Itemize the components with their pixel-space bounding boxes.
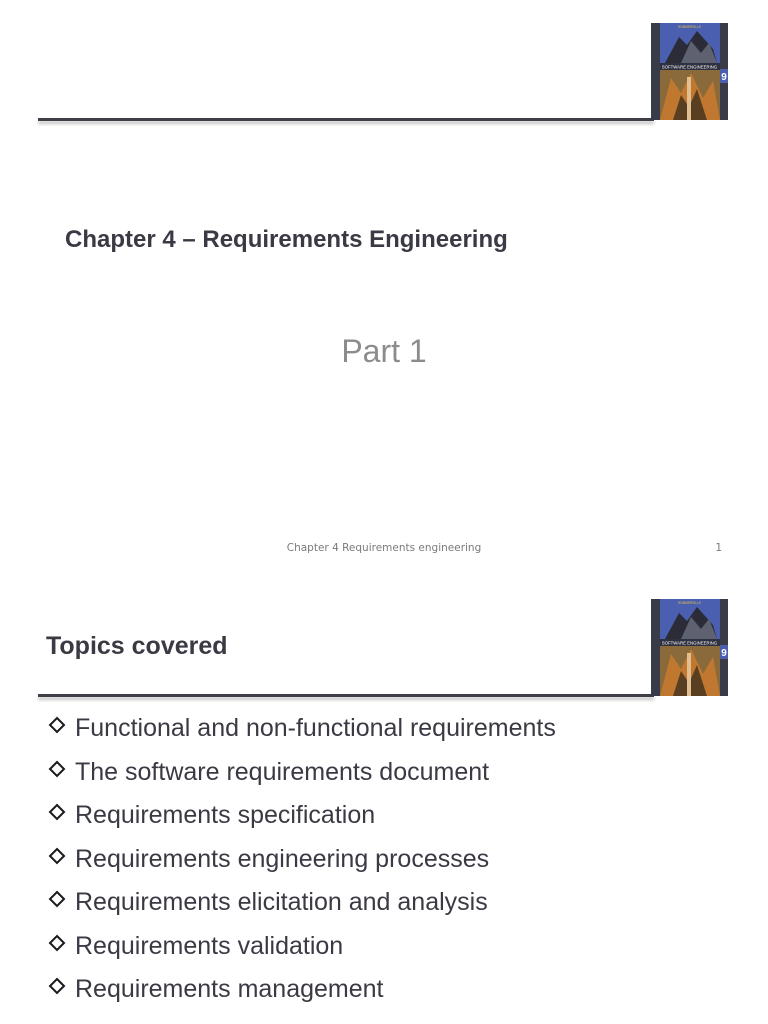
diamond-bullet-icon	[48, 890, 66, 908]
svg-text:SOMMERVILLE: SOMMERVILLE	[678, 25, 701, 29]
slide-footer: Chapter 4 Requirements engineering	[286, 542, 482, 554]
page-number: 1	[715, 542, 722, 554]
topics-list	[48, 713, 728, 1018]
topic-item	[48, 800, 728, 844]
chapter-title: Chapter 4 – Requirements Engineering	[65, 226, 508, 253]
diamond-bullet-icon	[48, 760, 66, 778]
svg-text:SOMMERVILLE: SOMMERVILLE	[678, 601, 701, 605]
book-cover-image	[651, 23, 728, 120]
book-cover-image	[651, 599, 728, 696]
svg-text:SOFTWARE ENGINEERING: SOFTWARE ENGINEERING	[661, 640, 718, 646]
diamond-bullet-icon	[48, 934, 66, 952]
topic-label: Functional and non-functional requirements	[75, 714, 556, 742]
topic-item	[48, 931, 728, 975]
header-divider	[38, 694, 654, 697]
svg-text:9: 9	[721, 648, 727, 659]
topic-item	[48, 713, 728, 757]
header-divider	[38, 118, 654, 121]
topic-label: Requirements specification	[75, 801, 376, 829]
topic-label: Requirements elicitation and analysis	[75, 888, 488, 916]
topic-item	[48, 974, 728, 1018]
svg-text:9: 9	[721, 72, 727, 83]
topics-slide	[0, 576, 768, 1024]
svg-text:SOFTWARE ENGINEERING: SOFTWARE ENGINEERING	[661, 64, 718, 70]
diamond-bullet-icon	[48, 716, 66, 734]
topic-item	[48, 844, 728, 888]
topics-title: Topics covered	[46, 632, 228, 660]
topic-label: The software requirements document	[75, 757, 490, 786]
diamond-bullet-icon	[48, 803, 66, 821]
topic-label: Requirements management	[75, 975, 384, 1003]
topic-item	[48, 887, 728, 931]
part-subtitle: Part 1	[341, 333, 427, 369]
topic-label: Requirements engineering processes	[75, 844, 490, 873]
diamond-bullet-icon	[48, 847, 66, 865]
topic-label: Requirements validation	[75, 931, 344, 960]
topic-item	[48, 757, 728, 801]
diamond-bullet-icon	[48, 977, 66, 995]
